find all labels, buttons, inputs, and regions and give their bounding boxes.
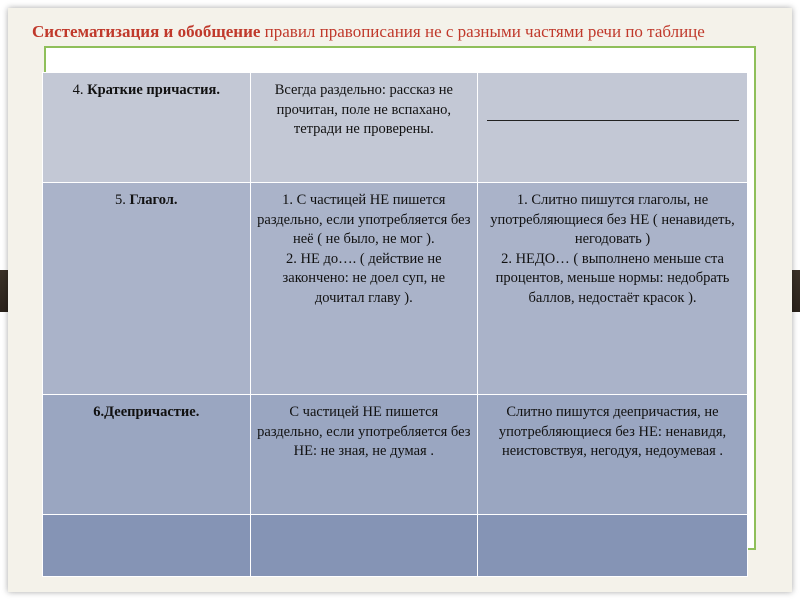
separate-rule-cell [250, 395, 477, 515]
slide-title [32, 22, 722, 41]
blank-line [487, 107, 739, 121]
rules-table [42, 72, 748, 577]
part-of-speech-cell [43, 73, 251, 183]
together-rule-text: 1. Слитно пишутся глаголы, не употребляющиеся без НЕ ( ненавидеть, негодовать ) 2. НЕДО… ( выполнено меньше ста процентов, меньше нормы: недобрать баллов, недостаёт красок ). [490, 192, 735, 306]
slide-title-bold: Систематизация и обобщение [32, 22, 261, 41]
row-number: 4. [72, 82, 88, 98]
empty-cell [43, 515, 251, 577]
separate-rule-cell [250, 73, 477, 183]
together-rule-text: Слитно пишутся деепричастия, не употребляющиеся без НЕ: ненавидя, неистовствуя, негодуя, недоумевая . [498, 404, 727, 460]
separate-rule-text: С частицей НЕ пишется раздельно, если употребляется без НЕ: не зная, не думая . [257, 404, 471, 460]
part-of-speech-cell [43, 395, 251, 515]
part-of-speech-name: Глагол. [129, 192, 178, 208]
empty-cell [478, 515, 748, 577]
table-row [43, 395, 748, 515]
together-rule-cell [478, 73, 748, 183]
part-of-speech-cell [43, 183, 251, 395]
separate-rule-cell [250, 183, 477, 395]
together-rule-cell [478, 395, 748, 515]
table-row [43, 73, 748, 183]
empty-cell [250, 515, 477, 577]
slide-title-rest: правил правописания не с разными частями речи по таблице [260, 22, 705, 41]
table-row-empty [43, 515, 748, 577]
part-of-speech-name: Краткие причастия. [87, 82, 221, 98]
table-row [43, 183, 748, 395]
part-of-speech-name: 6.Деепричастие. [93, 404, 200, 420]
separate-rule-text: Всегда раздельно: рассказ не прочитан, поле не вспахано, тетради не проверены. [274, 82, 453, 138]
row-number: 5. [115, 192, 130, 208]
together-rule-cell [478, 183, 748, 395]
separate-rule-text: 1. С частицей НЕ пишется раздельно, если употребляется без неё ( не было, не мог ). 2. НЕ до…. ( действие не закончено: не доел суп, не дочитал главу ). [257, 192, 471, 306]
